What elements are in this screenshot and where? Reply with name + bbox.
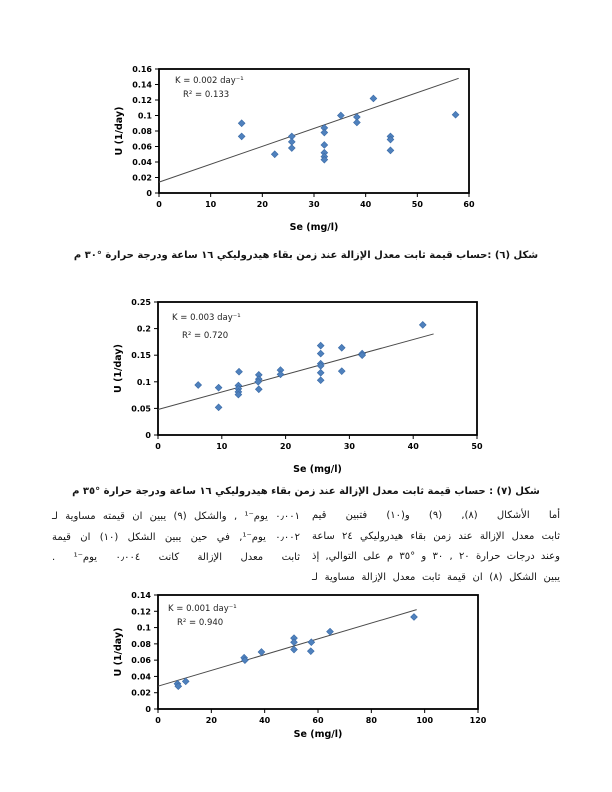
svg-text:0.15: 0.15: [131, 351, 151, 361]
svg-text:K = 0.003 day⁻¹: K = 0.003 day⁻¹: [172, 313, 241, 323]
svg-text:0: 0: [155, 716, 161, 725]
svg-text:0.02: 0.02: [131, 688, 151, 698]
svg-text:120: 120: [469, 716, 487, 725]
svg-text:Se (mg/l): Se (mg/l): [293, 464, 342, 475]
svg-text:0.14: 0.14: [131, 591, 151, 600]
svg-text:30: 30: [343, 442, 355, 451]
body-text-column-right: [312, 506, 560, 588]
svg-text:100: 100: [416, 716, 434, 725]
svg-text:U (1/day): U (1/day): [113, 627, 124, 677]
figure-6-caption: شكل (٦) :حساب قيمة ثابت معدل الإزالة عند زمن بقاء هيدروليكي ١٦ ساعة ودرجة حرارة °٣٠ م: [73, 250, 539, 261]
svg-text:0.1: 0.1: [136, 377, 151, 387]
svg-text:10: 10: [205, 200, 217, 209]
svg-text:0.14: 0.14: [132, 80, 152, 90]
svg-text:0.06: 0.06: [131, 656, 151, 666]
svg-text:30: 30: [308, 200, 320, 209]
svg-text:0.1: 0.1: [137, 111, 152, 121]
svg-text:U (1/day): U (1/day): [113, 344, 124, 393]
text-line: ٠٫٠٠٢ يوم⁻¹, في حين يبين الشكل (١٠) ان قيمة: [52, 531, 300, 543]
svg-text:0: 0: [145, 705, 151, 714]
svg-text:Se (mg/l): Se (mg/l): [289, 222, 339, 233]
svg-text:60: 60: [312, 716, 324, 725]
svg-text:0: 0: [145, 431, 151, 440]
text-line: ٠٫٠٠١ يوم⁻¹ , والشكل (٩) يبين ان قيمته مساوية لـ: [52, 511, 300, 522]
svg-text:50: 50: [471, 442, 483, 451]
svg-text:60: 60: [463, 200, 475, 209]
text-line: يبين الشكل (٨) ان قيمة ثابت معدل الإزالة مساوية لـ: [312, 571, 560, 583]
svg-text:20: 20: [256, 200, 268, 209]
body-text-column-left: [52, 507, 300, 569]
svg-text:0.06: 0.06: [132, 142, 152, 152]
svg-text:0.2: 0.2: [136, 324, 151, 334]
text-line: ثابت معدل الإزالة كانت ٠٫٠٠٤ يوم⁻¹ .: [52, 552, 301, 563]
svg-text:0.1: 0.1: [136, 623, 151, 633]
svg-text:Se (mg/l): Se (mg/l): [293, 729, 343, 740]
svg-text:10: 10: [216, 442, 228, 451]
svg-text:0: 0: [146, 189, 152, 198]
text-line: ثابت معدل الإزالة عند زمن بقاء هيدروليكي ٢٤ ساعة: [312, 530, 561, 542]
svg-text:20: 20: [280, 442, 292, 451]
svg-text:0.12: 0.12: [132, 96, 152, 105]
svg-text:R² = 0.720: R² = 0.720: [182, 331, 229, 341]
svg-text:0: 0: [156, 200, 162, 209]
svg-text:40: 40: [407, 442, 419, 451]
svg-text:0.04: 0.04: [132, 158, 152, 167]
svg-text:0.08: 0.08: [131, 639, 151, 649]
svg-text:0: 0: [155, 442, 161, 451]
scatter-chart-figure-7: [100, 288, 495, 478]
svg-text:40: 40: [259, 716, 271, 725]
svg-text:U (1/day): U (1/day): [114, 106, 125, 156]
svg-text:K = 0.002 day⁻¹: K = 0.002 day⁻¹: [175, 76, 244, 86]
scatter-chart-3: [100, 588, 500, 748]
svg-text:40: 40: [360, 200, 372, 209]
svg-text:0.02: 0.02: [132, 173, 152, 183]
svg-text:0.05: 0.05: [131, 404, 151, 414]
svg-text:0.16: 0.16: [132, 65, 152, 74]
scatter-chart-figure-6: [100, 55, 495, 240]
svg-text:80: 80: [365, 716, 377, 725]
svg-text:20: 20: [205, 716, 217, 725]
text-line: أما الأشكال (٨), (٩) و(١٠) فتبين قيم: [312, 510, 561, 521]
svg-text:0.04: 0.04: [131, 672, 151, 682]
svg-text:50: 50: [411, 200, 423, 209]
svg-text:0.25: 0.25: [131, 298, 151, 307]
figure-7-caption: شكل (٧) : حساب قيمة ثابت معدل الإزالة عند زمن بقاء هيدروليكي ١٦ ساعة ودرجة حرارة °٣٥ م: [72, 486, 540, 497]
svg-text:R² = 0.133: R² = 0.133: [183, 90, 230, 100]
svg-text:K = 0.001 day⁻¹: K = 0.001 day⁻¹: [168, 604, 237, 614]
svg-text:0.08: 0.08: [132, 127, 152, 136]
svg-text:R² = 0.940: R² = 0.940: [177, 618, 224, 628]
svg-text:0.12: 0.12: [131, 607, 151, 617]
text-line: وعند درجات حرارة ٢٠ , ٣٠ و °٣٥ م على التوالي, إذ: [312, 551, 560, 562]
